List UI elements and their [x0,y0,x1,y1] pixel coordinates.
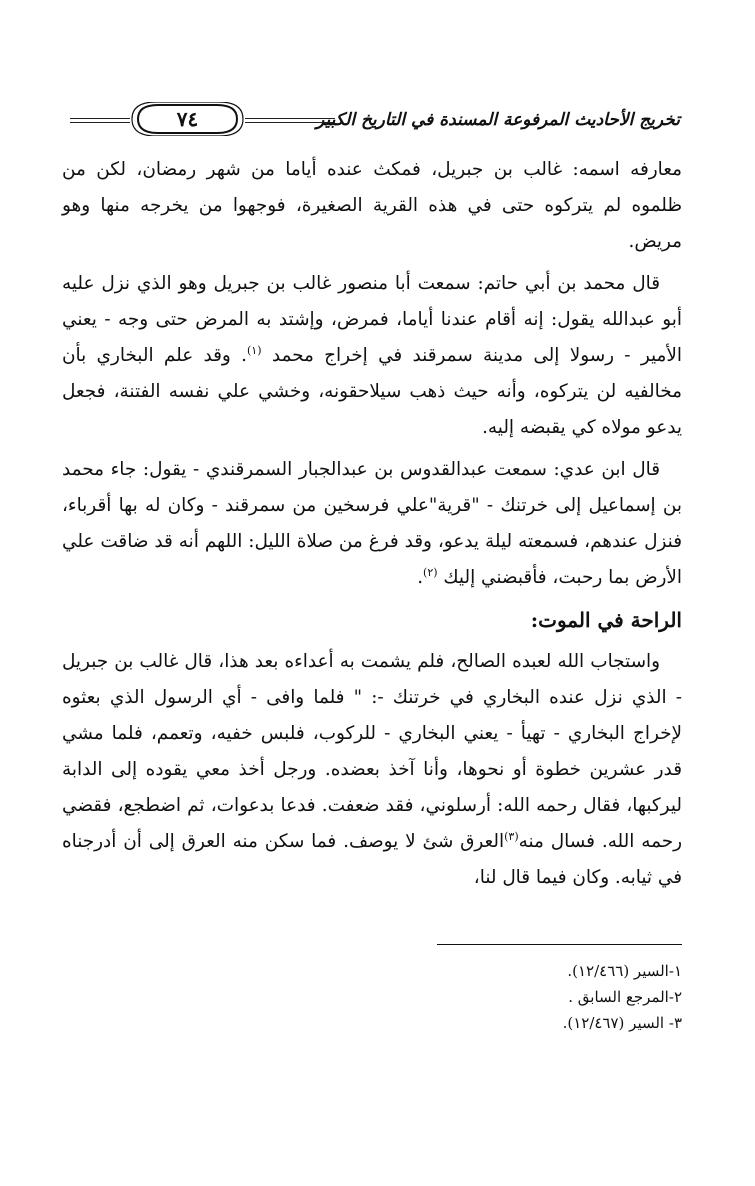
running-title: تخريج الأحاديث المرفوعة المسندة في التاريخ الكبير [316,110,680,130]
header-rule-left [70,118,130,123]
section-heading: الراحة في الموت: [530,608,682,632]
footnote-item: ١-السير (١٢/٤٦٦). [567,962,682,980]
paragraph [62,266,682,446]
page-header [70,100,680,142]
footnote-ref[interactable]: (١) [246,343,262,357]
paragraph [62,452,682,596]
page-number-badge [130,102,245,136]
footnotes [362,958,682,1036]
paragraph-text: . [417,567,424,588]
footnote-ref[interactable]: (٢) [423,565,438,579]
paragraph-text: واستجاب الله لعبده الصالح، فلم يشمت به أعداءه بعد هذا، قال غالب بن جبريل - الذي نزل عنده البخاري في خرتنك -: " فلما وافى - أي الرسول الذي بعثوه لإخراج البخاري - تهيأ - يعني البخاري - للركوب، فلبس خفيه، وتعمم، فلما مشي قدر عشرين خطوة أو نحوها، وأنا آخذ بعضده. ورجل أخذ معي يقوده إلى الدابة ليركبها، فقال رحمه الله: أرسلوني، فقد ضعفت. فدعا بدعوات، ثم اضطجع، فقضي رحمه الله. فسال منه [62,651,682,852]
footnote-item: ٢-المرجع السابق . [568,988,682,1006]
header-rule [245,118,335,123]
paragraph-text: قال محمد بن أبي حاتم: سمعت أبا منصور غالب بن جبريل وهو الذي نزل عليه أبو عبدالله يقول: إنه أقام عندنا أياما، فمرض، وإشتد به المرض حتى وجه - يعني الأمير - رسولا إلى مدينة سمرقند في إخراج محمد [62,273,682,366]
footnote-ref[interactable]: (٣) [504,829,519,843]
paragraph-text: العرق شئ لا يوصف. فما سكن منه العرق إلى أن أدرجناه في ثيابه. وكان فيما قال لنا، [62,831,682,888]
main-text [62,152,682,902]
paragraph [62,644,682,896]
footnote-divider [437,944,682,945]
paragraph-text: . وقد علم البخاري بأن مخالفيه لن يتركوه، وأنه حيث ذهب سيلاحقونه، وخشي علي نفسه الفتنة، فجعل يدعو مولاه كي يقبضه إليه. [62,345,682,438]
paragraph-text: قال ابن عدي: سمعت عبدالقدوس بن عبدالجبار السمرقندي - يقول: جاء محمد بن إسماعيل إلى خرتنك - "قرية"علي فرسخين من سمرقند - وكان له بها أقرباء، فنزل عندهم، فسمعته ليلة يدعو، وقد فرغ من صلاة الليل: اللهم أنه قد ضاقت علي الأرض بما رحبت، فأقبضني إليك [62,459,682,588]
page-number: ٧٤ [176,107,199,131]
footnote-item: ٣- السير (١٢/٤٦٧). [562,1014,682,1032]
paragraph: معارفه اسمه: غالب بن جبريل، فمكث عنده أياما من شهر رمضان، لكن من ظلموه لم يتركوه حتى في هذه القرية الصغيرة، فوجهوا من يخرجه منها وهو مريض. [62,159,682,252]
